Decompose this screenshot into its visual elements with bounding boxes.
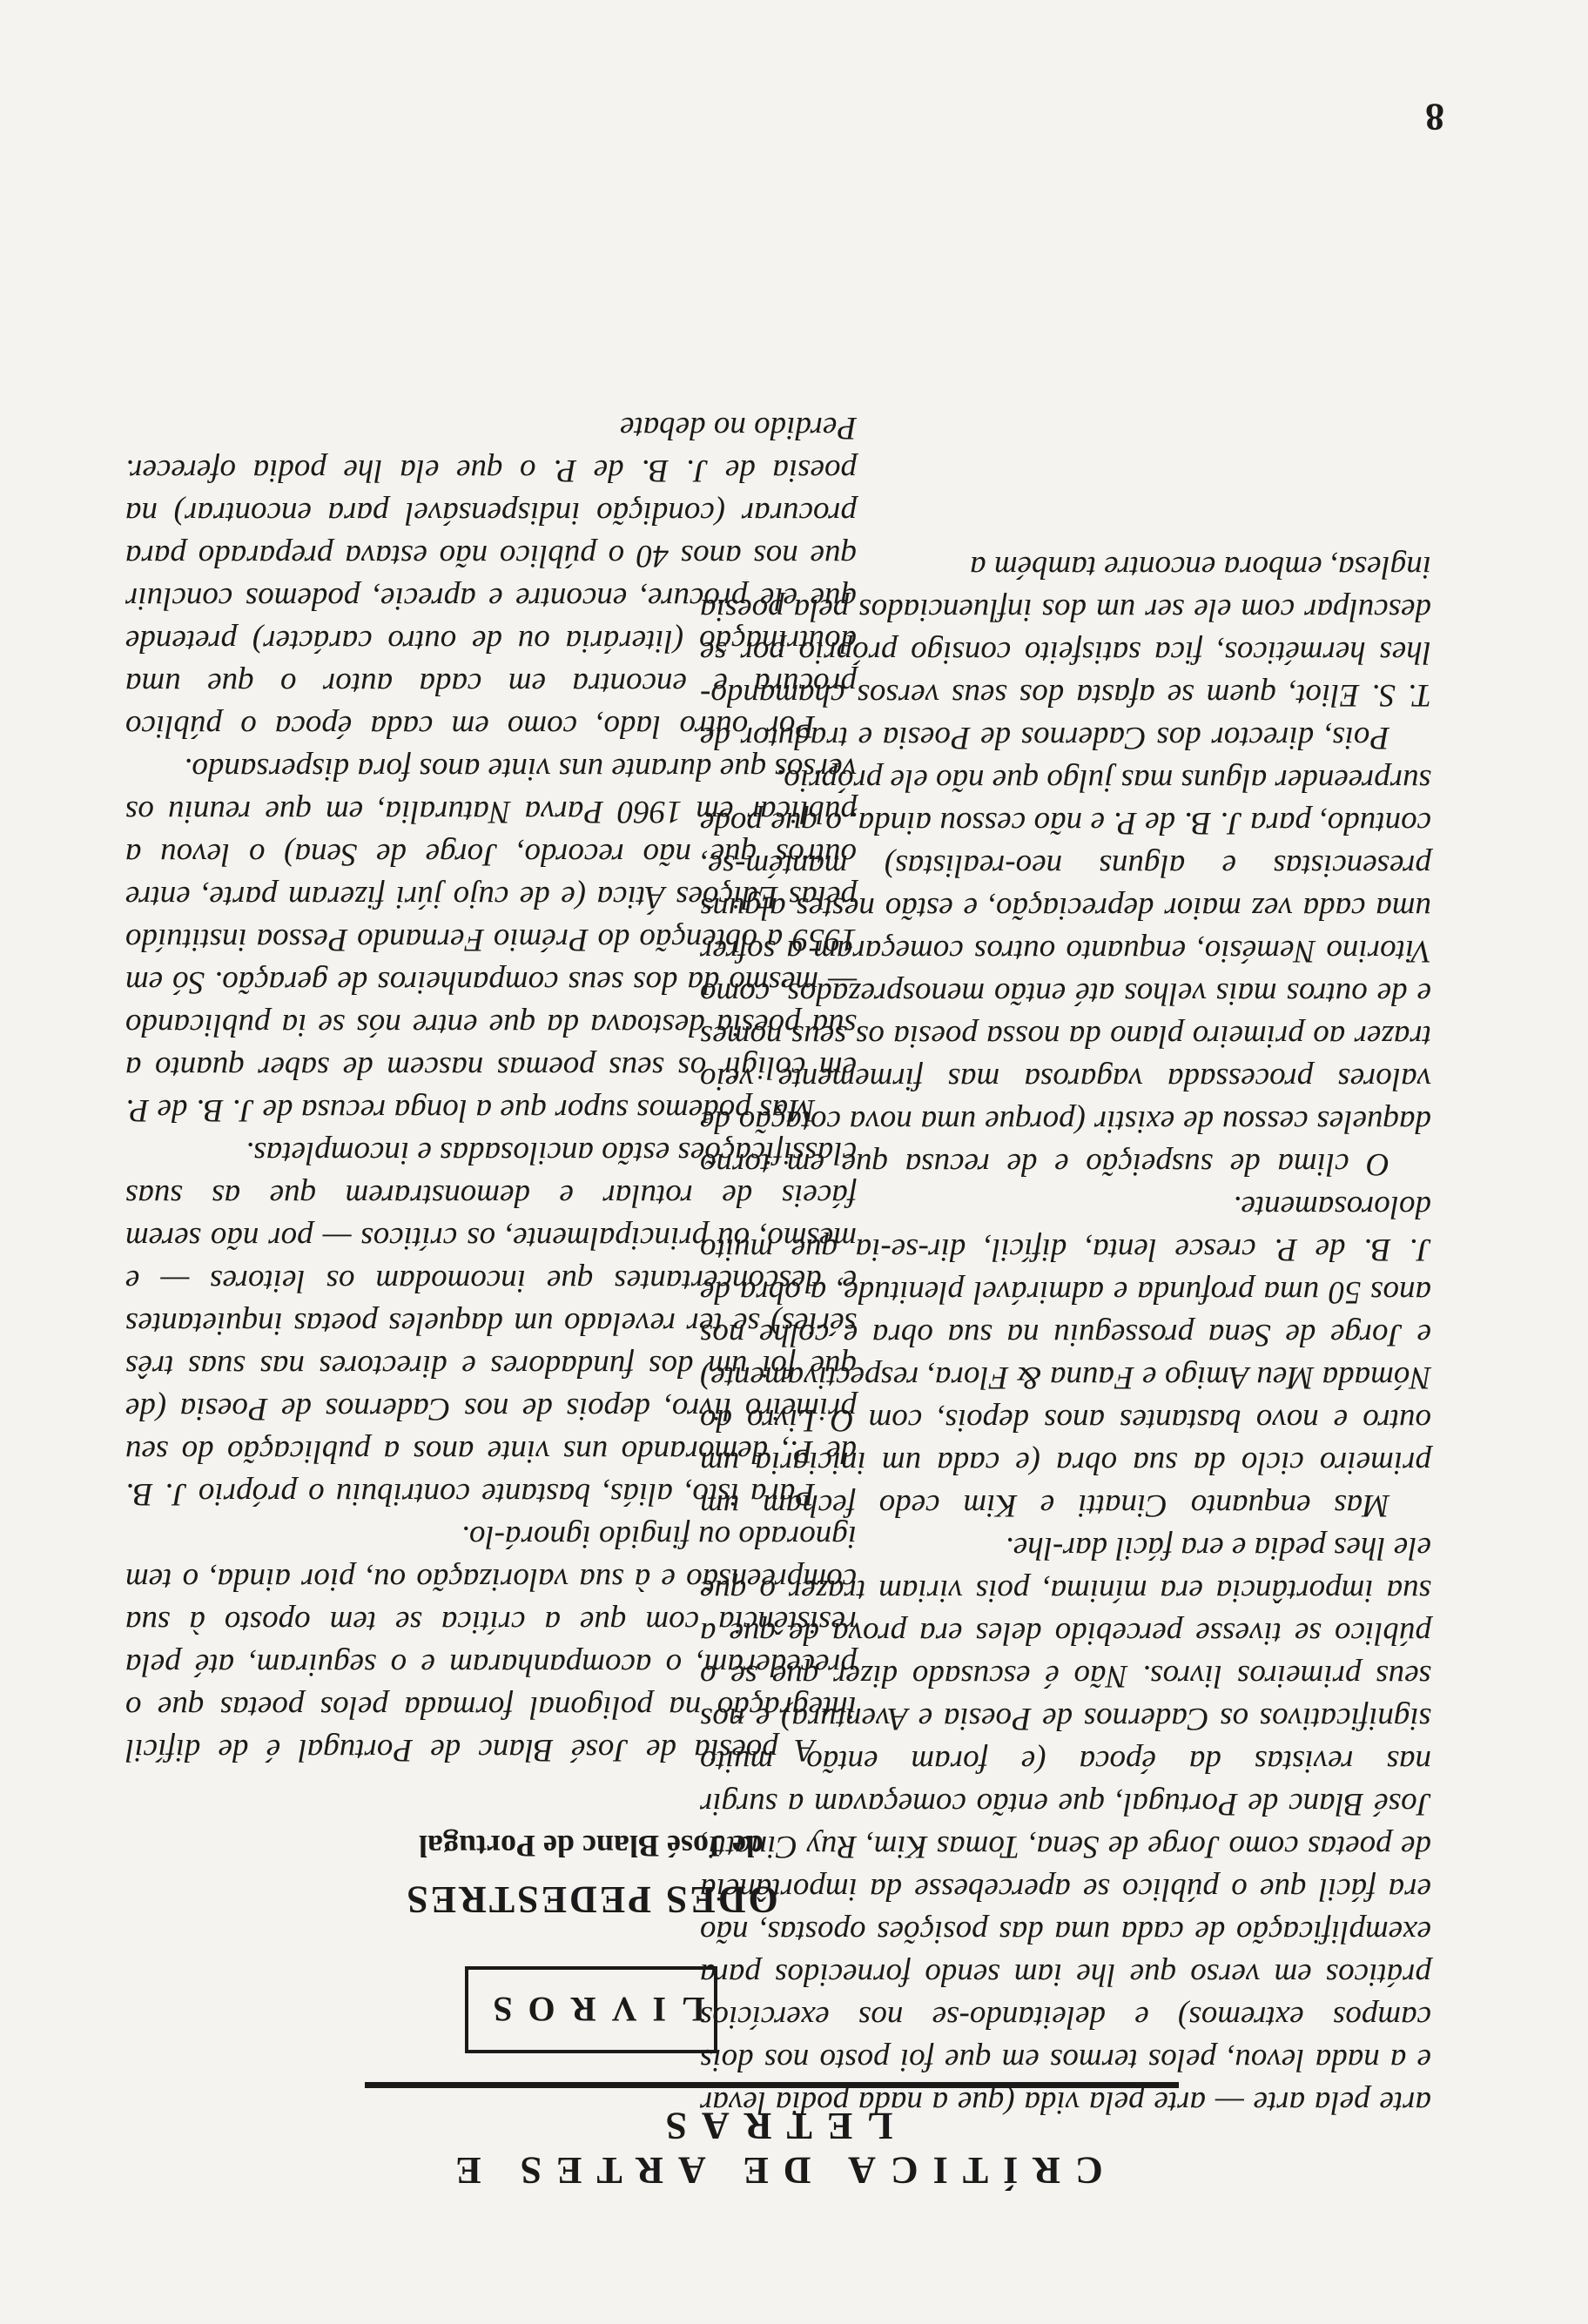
section-label: LIVROS [477, 1990, 705, 2030]
paragraph: Mas podemos supor que a longa recusa de J. B. de P. em coligir os seus poemas nascem de saber quanto a sua poesia destoava da que entre nós se ia publicando — mesmo da dos seus companheiros de geração. Só em 1959 a obtenção do Prémio Fernando Pessoa instituído pelas Edições Ática (e de cujo júri fizeram parte, entre outros que não recordo, Jorge de Sena) o levou a publicar em 1960 Parva Naturalia, em que reuniu os versos que durante uns vinte anos fora dispersando. [125, 751, 857, 1128]
page-number: 8 [1425, 96, 1444, 138]
paragraph: Por outro lado, como em cada época o público procura e encontra em cada autor o que uma doutrinação (literária ou de outro carácter) pretende que ele procure, encontre e aprecie, podemos concluir que nos anos 40 o público não estava preparado para procurar (condição indispensável para encontrar) na poesia de J. B. de P. o que ela lhe podia oferecer. Perdido no debate [125, 410, 857, 744]
paragraph: Pois, director dos Cadernos de Poesia e tradutor de T. S. Eliot, quem se afasta dos seus versos chamando-lhes herméticos, fica satisfeito consigo próprio por se desculpar com ele ser um dos influenciados pela poesia inglesa, embora encontre também a [700, 549, 1431, 756]
paragraph: O clima de suspeição e de recusa que em torno daqueles cessou de existir (porque uma nova cotação de valores processada vagarosa mas firmemente veio trazer ao primeiro plano da nossa poesia os seus nomes e de outros mais velhos até então menosprezados, como Vitorino Nemésio, enquanto outros começaram a sofrer uma cada vez maior depreciação, e estão nestes alguns presencistas e alguns neo-realistas) mantém-se, contudo, para J. B. de P. e não cessou ainda, o que pode surpreender alguns mas julgo que não ele próprio. [700, 762, 1431, 1182]
paragraph: Para isto, aliás, bastante contribuiu o próprio J. B. de P., demorando uns vinte anos a publicação do seu primeiro livro, depois de nos Cadernos de Poesia (de que foi um dos fundadores e directores nas suas três séries) se ter revelado um daqueles poetas inquietantes e desconcertantes que incomodam os leitores — e mesmo, ou principalmente, os críticos — por não serem fáceis de rotular e demonstrarem que as suas classificações estão ancilosadas e incompletas. [125, 1135, 857, 1512]
paragraph: arte pela arte — arte pela vida (que a nada podia levar e a nada levou, pelos termos em que foi posto nos dois campos extremos) e deleitando-se nos exercícios práticos em verso que lhe iam sendo fornecidos para exemplificação de cada uma das posições opostas, não era fácil que o público se apercebesse da importância de poetas como Jorge de Sena, Tomas Kim, Ruy Cinatti, José Blanc de Portugal, que então começavam a surgir nas revistas da época (e foram então muito significativos os Cadernos de Poesia e Aventura) e nos seus primeiros livros. Não é escusado dizer que se o público se tivesse percebido deles era prova de que a sua importância era mínima, pois viriam trazer o que ele lhes pedia e era fácil dar-lhe. [700, 1530, 1431, 2120]
paragraph: Mas enquanto Cinatti e Kim cedo fecham um primeiro ciclo da sua obra (e cada um iniciaria um outro e novo bastantes anos depois, com O Livro do Nómada Meu Amigo e Fauna & Flora, respectivamente) e Jorge de Sena prosseguiu na sua obra e colhe nos anos 50 uma profunda e admirável plenitude, a obra de J. B. de P. cresce lenta, difícil, dir-se-ia que muito dolorosamente. [700, 1189, 1431, 1523]
review-title: ODES PEDESTRES [404, 1878, 778, 1921]
review-subtitle: de José Blanc de Portugal [419, 1829, 764, 1864]
section-label-box [465, 1966, 717, 2053]
running-header: CRÍTICA DE ARTES E LETRAS [365, 2082, 1179, 2193]
paragraph: A poesia de José Blanc de Portugal é de difícil integração na poligonal formada pelos poetas que o precederam, o acompanharam e o seguiram, até pela resistência com que a crítica se tem oposto à sua compreensão e à sua valorização ou, pior ainda, o tem ignorado ou fingido ignorá-lo. [125, 1519, 857, 1768]
text-column-right [700, 546, 1431, 2124]
